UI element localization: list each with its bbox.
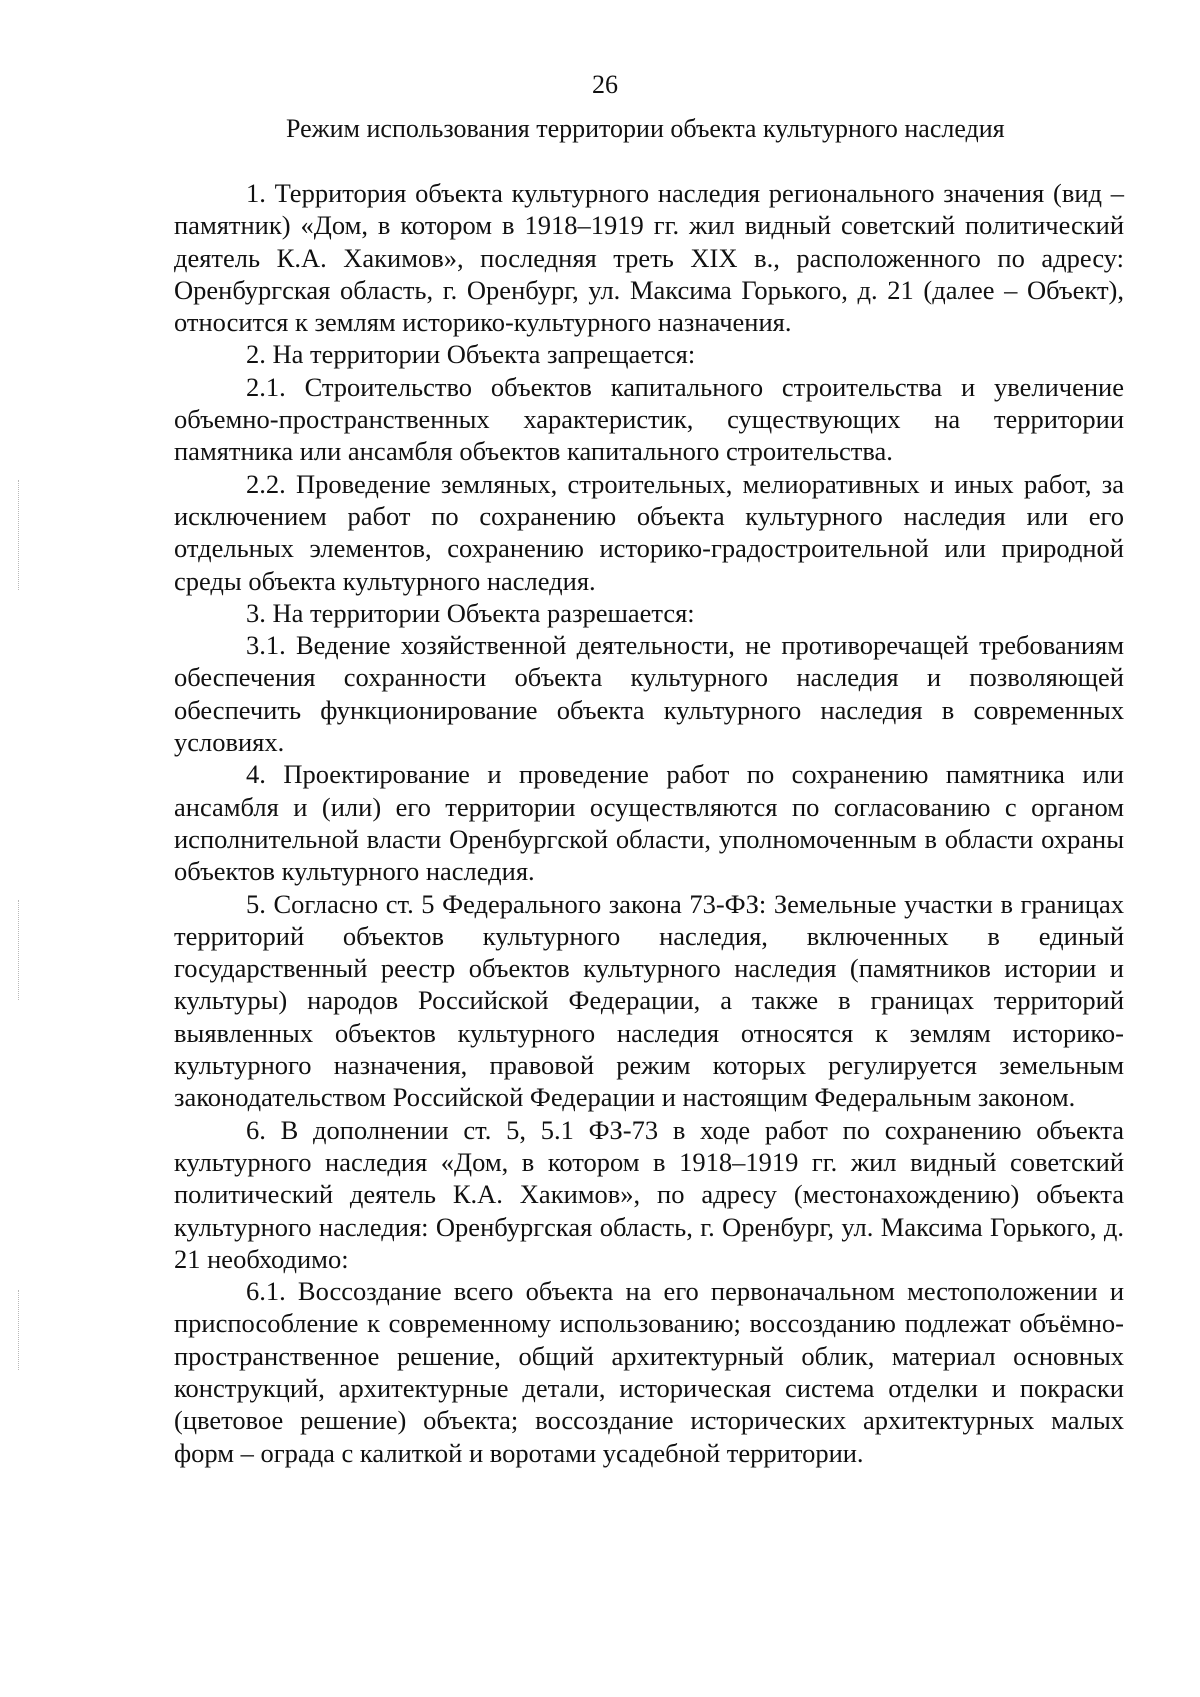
document-title: Режим использования территории объекта культурного наследия	[286, 114, 1005, 143]
paragraph-1: 1. Территория объекта культурного наследия регионального значения (вид – памятник) «Дом, в котором в 1918–1919 гг. жил видный советский политический деятель К.А. Хакимов», последняя треть XIX в., расположенного по адресу: Оренбургская область, г. Оренбург, ул. Максима Горького, д. 21 (далее – Объект), относится к землям историко-культурного назначения.	[174, 178, 1124, 338]
scan-binding-mark	[18, 480, 20, 590]
paragraph-3-1: 3.1. Ведение хозяйственной деятельности, не противоречащей требованиям обеспечения сохранности объекта культурного наследия и позволяющей обеспечить функционирование объекта культурного наследия в современных условиях.	[174, 630, 1124, 758]
scan-binding-mark	[18, 900, 20, 1000]
paragraph-2-2: 2.2. Проведение земляных, строительных, мелиоративных и иных работ, за исключением работ по сохранению объекта культурного наследия или его отдельных элементов, сохранению историко-градостроительной или природной среды объекта культурного наследия.	[174, 468, 1124, 596]
paragraph-6: 6. В дополнении ст. 5, 5.1 ФЗ-73 в ходе работ по сохранению объекта культурного наследия «Дом, в котором в 1918–1919 гг. жил видный советский политический деятель К.А. Хакимов», по адресу (местонахождению) объекта культурного наследия: Оренбургская область, г. Оренбург, ул. Максима Горького, д. 21 необходимо:	[174, 1114, 1124, 1274]
paragraph-6-1: 6.1. Воссоздание всего объекта на его первоначальном местоположении и приспособление к современному использованию; воссозданию подлежат объёмно-пространственное решение, общий архитектурный облик, материал основных конструкций, архитектурные детали, историческая система отделки и покраски (цветовое решение) объекта; воссоздание исторических архитектурных малых форм – ограда с калиткой и воротами усадебной территории.	[174, 1276, 1124, 1468]
page-number: 26	[592, 70, 618, 99]
paragraph-2: 2. На территории Объекта запрещается:	[246, 339, 696, 370]
paragraph-3: 3. На территории Объекта разрешается:	[246, 597, 695, 628]
scan-binding-mark	[18, 1290, 20, 1370]
document-body	[174, 177, 1124, 1469]
paragraph-2-1: 2.1. Строительство объектов капитального строительства и увеличение объемно-пространственных характеристик, существующих на территории памятника или ансамбля объектов капитального строительства.	[174, 371, 1124, 467]
paragraph-4: 4. Проектирование и проведение работ по сохранению памятника или ансамбля и (или) его территории осуществляются по согласованию с органом исполнительной власти Оренбургской области, уполномоченным в области охраны объектов культурного наследия.	[174, 759, 1124, 887]
paragraph-5: 5. Согласно ст. 5 Федерального закона 73-ФЗ: Земельные участки в границах территорий объектов культурного наследия, включенных в единый государственный реестр объектов культурного наследия (памятников истории и культуры) народов Российской Федерации, а также в границах территорий выявленных объектов культурного наследия относятся к землям историко-культурного назначения, правовой режим которых регулируется земельным законодательством Российской Федерации и настоящим Федеральным законом.	[174, 888, 1124, 1113]
